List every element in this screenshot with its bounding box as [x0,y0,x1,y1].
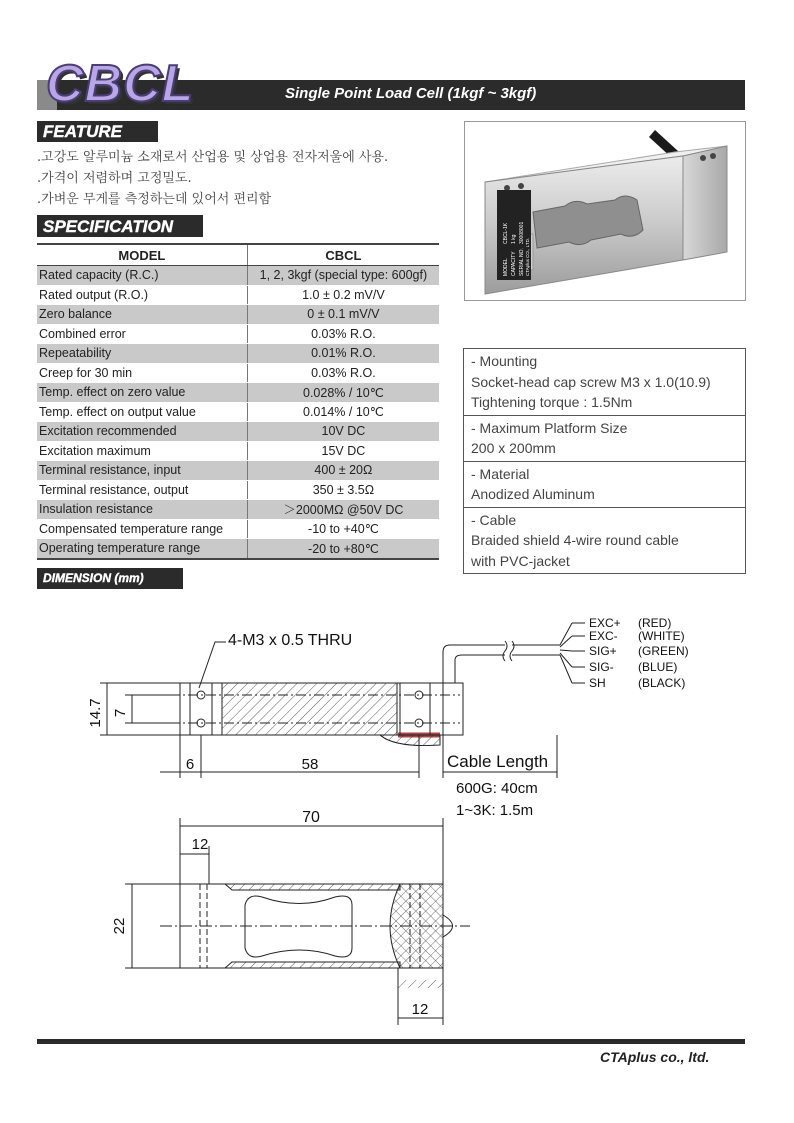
spec-row [37,422,439,442]
cable-length-1-3k: 1~3K: 1.5m [456,802,534,819]
spec-label: Insulation resistance [37,500,247,520]
specification-table [37,243,439,560]
spec-label: Operating temperature range [37,539,247,559]
spec-row [37,519,439,539]
spec-row [37,266,439,286]
spec-label: Terminal resistance, output [37,480,247,500]
spec-row [37,480,439,500]
spec-row [37,402,439,422]
spec-label: Creep for 30 min [37,363,247,383]
spec-value: 350 ± 3.5Ω [247,480,439,500]
spec-row [37,344,439,364]
cable-length-title: Cable Length [447,752,549,771]
photo-label-capacity: CAPACITY [511,251,517,276]
spec-row [37,363,439,383]
photo-value-capacity: 1 kg [511,234,517,244]
dim-hole-pitch: 7 [112,708,129,718]
feature-line: .가벼운 무게를 측정하는데 있어서 편리함 [37,192,272,207]
spec-row [37,461,439,481]
spec-value: 10V DC [247,422,439,442]
dimension-heading: DIMENSION (mm) [37,568,183,589]
spec-label: Temp. effect on zero value [37,383,247,403]
spec-row [37,539,439,559]
footer-bar [37,1039,745,1044]
spec-label: Combined error [37,324,247,344]
info-title: - Cable [471,511,517,528]
thread-note: 4-M3 x 0.5 THRU [228,632,353,649]
dim-edge: 6 [185,756,195,773]
spec-row [37,441,439,461]
spec-value: 0 ± 0.1 mV/V [247,305,439,325]
spec-value: 0.03% R.O. [247,324,439,344]
spec-label: Excitation maximum [37,441,247,461]
spec-label: Terminal resistance, input [37,461,247,481]
photo-value-model: CBCL-1K [503,222,509,244]
specification-heading: SPECIFICATION [37,215,203,237]
spec-value: 1.0 ± 0.2 mV/V [247,285,439,305]
wire-name: SIG- [589,660,614,674]
photo-maker: CTAplus CO., LTD. [525,237,530,276]
spec-label: Excitation recommended [37,422,247,442]
wire-color: (BLACK) [638,676,686,690]
company-name: CTAplus co., ltd. [600,1049,710,1065]
spec-row [37,500,439,520]
spec-value: -20 to +80℃ [247,539,439,559]
spec-row [37,305,439,325]
info-material [464,462,745,508]
spec-value: 1, 2, 3kgf (special type: 600gf) [247,266,439,286]
spec-value: 15V DC [247,441,439,461]
info-line: Socket-head cap screw M3 x 1.0(10.9) [471,373,711,390]
spec-value: 0.01% R.O. [247,344,439,364]
dim-height: 14.7 [87,698,104,728]
spec-value: -10 to +40℃ [247,519,439,539]
wire-name: SIG+ [589,644,617,658]
dim-holes: 58 [301,756,319,773]
feature-heading: FEATURE [37,121,158,142]
spec-label: Temp. effect on output value [37,402,247,422]
dim-length: 70 [302,809,320,826]
info-line: Anodized Aluminum [471,486,595,502]
info-title: - Maximum Platform Size [471,419,628,436]
photo-label-model: MODEL [503,258,509,276]
info-title: - Mounting [471,353,538,369]
info-line: Tightening torque : 1.5Nm [471,394,633,410]
spec-label: Rated capacity (R.C.) [37,266,247,286]
wire-name: SH [589,676,606,690]
dim-bottom-right: 12 [411,1001,429,1018]
info-cable [464,508,745,574]
product-photo [464,121,746,301]
info-line: Braided shield 4-wire round cable [471,532,679,548]
photo-label-serial: SERIAL NO. [519,248,525,276]
wire-color: (RED) [638,616,672,630]
info-title: - Material [471,465,530,482]
feature-line: .가격이 저렴하며 고정밀도. [37,171,192,186]
wire-name: EXC+ [589,616,621,630]
info-line: 200 x 200mm [471,440,556,456]
column-header-model: MODEL [37,244,247,266]
spec-label: Compensated temperature range [37,519,247,539]
wire-color: (BLUE) [638,660,678,674]
info-box [463,348,746,574]
feature-line: .고강도 알루미늄 소재로서 산업용 및 상업용 전자저울에 사용. [37,150,389,165]
wire-name: EXC- [589,629,618,643]
product-logo: CBCL [46,55,195,113]
spec-row [37,324,439,344]
dim-width: 22 [111,917,128,935]
spec-value: 0.028% / 10℃ [247,383,439,403]
column-header-cbcl: CBCL [247,244,439,266]
dimension-drawing [0,595,794,1035]
spec-row [37,383,439,403]
spec-label: Repeatability [37,344,247,364]
dim-top-left: 12 [191,836,209,853]
spec-label: Rated output (R.O.) [37,285,247,305]
load-cell-illustration [465,122,745,300]
info-platform [464,416,745,462]
page-title: Single Point Load Cell (1kgf ~ 3kgf) [285,85,537,102]
cable-length-600g: 600G: 40cm [456,780,538,797]
wire-color: (WHITE) [638,629,685,643]
spec-value: 400 ± 20Ω [247,461,439,481]
spec-label: Zero balance [37,305,247,325]
wire-color: (GREEN) [638,644,689,658]
info-mounting [464,349,745,416]
specification-rows [37,266,439,559]
spec-value: 0.014% / 10℃ [247,402,439,422]
info-line: with PVC-jacket [471,552,570,569]
photo-value-serial: 30008001 [519,221,525,244]
spec-value: 0.03% R.O. [247,363,439,383]
spec-row [37,285,439,305]
spec-value: ＞2000MΩ @50V DC [247,500,439,520]
